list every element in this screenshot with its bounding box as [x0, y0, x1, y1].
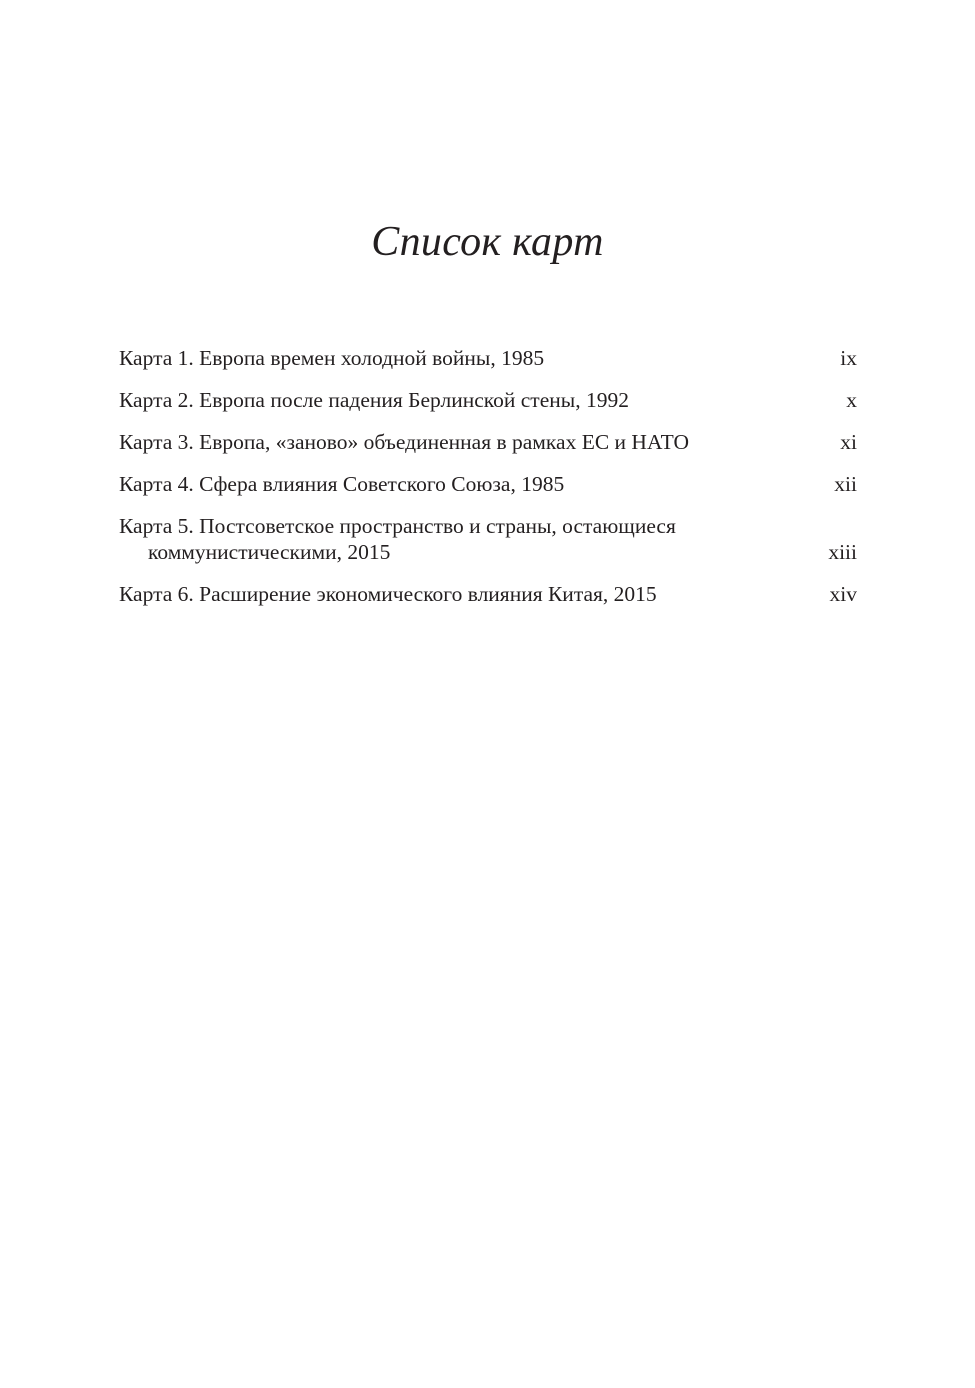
entry-title: Карта 1. Европа времен холодной войны, 1985	[119, 346, 545, 370]
entry-title: Карта 2. Европа после падения Берлинской стены, 1992	[119, 388, 629, 412]
list-item-map-1[interactable]	[119, 345, 857, 371]
list-item-map-2[interactable]	[119, 387, 857, 413]
entry-page-number: xiii	[828, 540, 857, 564]
page-title: Список карт	[371, 219, 604, 265]
entry-title: Карта 4. Сфера влияния Советского Союза, 1985	[119, 472, 565, 496]
entry-page-number: xi	[840, 430, 857, 454]
entry-page-number: x	[846, 388, 857, 412]
entry-title: Карта 6. Расширение экономического влияния Китая, 2015	[119, 582, 657, 606]
list-item-map-4[interactable]	[119, 471, 857, 497]
entry-title: Карта 3. Европа, «заново» объединенная в рамках ЕС и НАТО	[119, 430, 689, 454]
list-of-maps	[119, 345, 857, 623]
list-item-map-6[interactable]	[119, 581, 857, 607]
entry-page-number: xii	[834, 472, 857, 496]
entry-title: Карта 5. Постсоветское пространство и страны, остающиеся коммунистическими, 2015	[119, 514, 676, 564]
entry-page-number: ix	[840, 346, 857, 370]
list-item-map-5[interactable]	[119, 513, 857, 565]
entry-page-number: xiv	[829, 582, 857, 606]
list-item-map-3[interactable]	[119, 429, 857, 455]
